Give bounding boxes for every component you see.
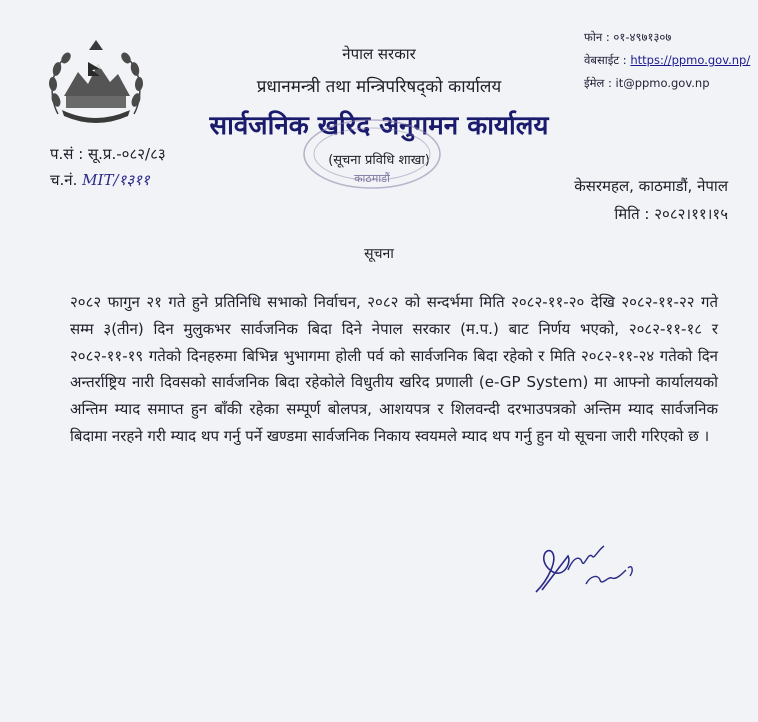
- notice-title: सूचना: [364, 246, 394, 262]
- office-name: प्रधानमन्त्री तथा मन्त्रिपरिषद्‌को कार्यालय: [256, 77, 502, 97]
- stamp-text: काठमाडौं: [354, 172, 390, 185]
- contact-website: [584, 53, 750, 68]
- contact-phone: फोन : ०१-४९७१३०७: [584, 30, 672, 44]
- office-address: केसरमहल, काठमाडौं, नेपाल: [574, 177, 728, 195]
- notice-body: २०८२ फागुन २१ गते हुने प्रतिनिधि सभाको निर्वाचन, २०८२ को सन्दर्भमा मिति २०८२-११-२० देखि २०८२-११-२२ गते सम्म ३(तीन) दिन मुलुकभर सार्वजनिक बिदा दिने नेपाल सरकार (म.प.) बाट निर्णय भएको, २०८२-११-१८ र २०८२-११-१९ गतेको दिनहरुमा बिभिन्न भुभागमा होली पर्व को सार्वजनिक बिदा रहेको र मिति २०८२-११-२४ गतेको दिन अन्तर्राष्ट्रिय नारी दिवसको सार्वजनिक बिदा रहेकोले विधुतीय खरिद प्रणाली (e-GP System) मा आफ्नो कार्यालयको अन्तिम म्याद समाप्त हुन बाँकी रहेका सम्पूर्ण बोलपत्र, आशयपत्र र शिलवन्दी दरभाउपत्रको अन्तिम म्याद सार्वजनिक बिदामा नरहने गरी म्याद थप गर्नु पर्ने खण्डमा सार्वजनिक निकाय स्वयमले म्याद थप गर्नु हुन यो सूचना जारी गरिएको छ ।: [70, 293, 718, 445]
- website-link[interactable]: https://ppmo.gov.np/: [630, 53, 751, 67]
- government-name: नेपाल सरकार: [342, 45, 416, 63]
- chalani-handwritten: MIT/१३११: [82, 171, 150, 189]
- letter-date: मिति : २०८२।११।१५: [614, 205, 728, 223]
- section-name: (सूचना प्रविधि शाखा): [328, 153, 430, 168]
- chalani-number: [50, 170, 150, 190]
- main-office-title: सार्वजनिक खरिद अनुगमन कार्यालय: [209, 111, 549, 141]
- contact-email: ईमेल : it@ppmo.gov.np: [584, 76, 710, 90]
- signature-icon: [528, 530, 648, 602]
- website-label: वेबसाईट :: [584, 53, 631, 67]
- patra-sankhya: प.सं : सू.प्र.-०८२/८३: [50, 145, 166, 163]
- chalani-label: च.नं.: [50, 171, 78, 189]
- office-stamp-icon: [292, 112, 452, 196]
